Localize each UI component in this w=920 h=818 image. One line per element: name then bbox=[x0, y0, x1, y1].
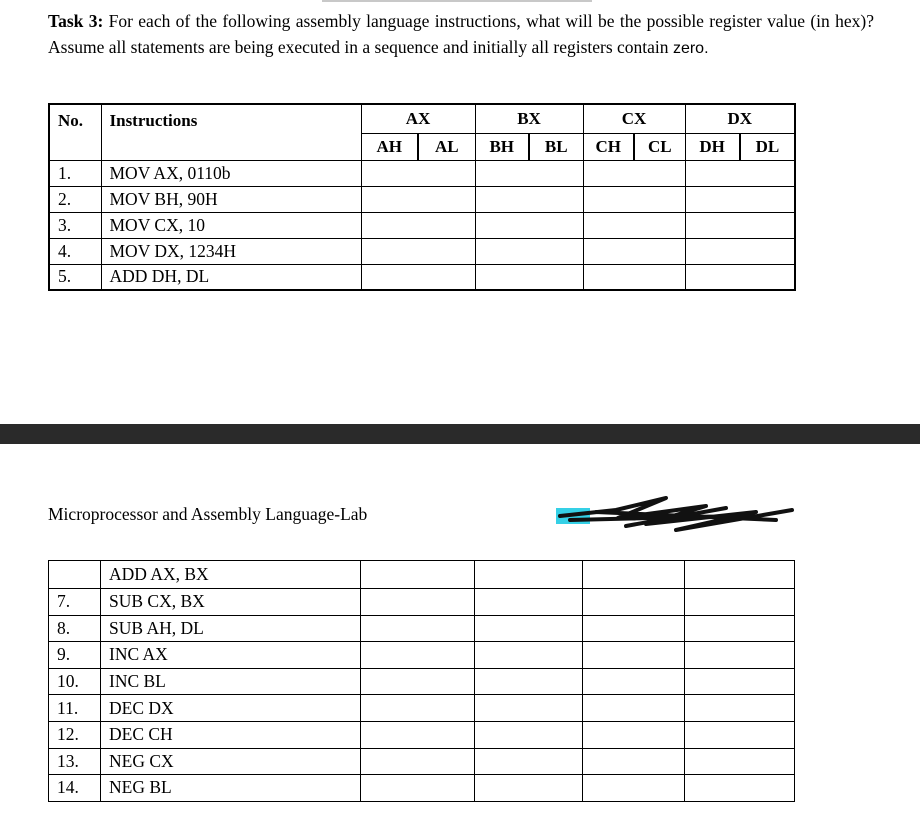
redaction-scribble bbox=[556, 490, 796, 536]
page-break-band bbox=[0, 424, 920, 444]
header-bl: BL bbox=[528, 134, 583, 160]
cell-ax[interactable] bbox=[361, 748, 475, 775]
header-dx: DX bbox=[685, 104, 795, 133]
cell-bx[interactable] bbox=[475, 668, 583, 695]
row-instruction: DEC CH bbox=[101, 721, 361, 748]
cell-dx[interactable] bbox=[685, 775, 795, 802]
cell-bx[interactable] bbox=[475, 775, 583, 802]
cell-dx[interactable] bbox=[685, 212, 795, 238]
table-row bbox=[49, 561, 795, 589]
cell-cx[interactable] bbox=[583, 615, 685, 642]
cell-dx[interactable] bbox=[685, 695, 795, 722]
row-instruction: NEG BL bbox=[101, 775, 361, 802]
cell-cx[interactable] bbox=[583, 721, 685, 748]
register-table-page2 bbox=[48, 560, 795, 802]
cell-ax[interactable] bbox=[361, 589, 475, 616]
row-instruction: NEG CX bbox=[101, 748, 361, 775]
table-row bbox=[49, 186, 795, 212]
cell-cx[interactable] bbox=[583, 238, 685, 264]
table-row bbox=[49, 695, 795, 722]
cell-cx[interactable] bbox=[583, 748, 685, 775]
row-number: 7. bbox=[49, 589, 101, 616]
cell-bx[interactable] bbox=[475, 695, 583, 722]
cell-bx[interactable] bbox=[475, 212, 583, 238]
cell-ax[interactable] bbox=[361, 264, 475, 290]
cell-dx[interactable] bbox=[685, 238, 795, 264]
task-statement bbox=[48, 8, 874, 62]
header-cx-split bbox=[583, 133, 685, 160]
row-instruction: ADD DH, DL bbox=[101, 264, 361, 290]
header-bx-split bbox=[475, 133, 583, 160]
cell-ax[interactable] bbox=[361, 668, 475, 695]
table-row bbox=[49, 721, 795, 748]
row-number bbox=[49, 561, 101, 589]
table-row bbox=[49, 668, 795, 695]
header-dh: DH bbox=[699, 136, 725, 156]
header-cl: CL bbox=[633, 134, 685, 160]
cell-dx[interactable] bbox=[685, 186, 795, 212]
row-instruction: INC BL bbox=[101, 668, 361, 695]
row-instruction: SUB AH, DL bbox=[101, 615, 361, 642]
row-instruction: MOV CX, 10 bbox=[101, 212, 361, 238]
header-ax-split bbox=[361, 133, 475, 160]
table-row bbox=[49, 160, 795, 186]
table-row bbox=[49, 775, 795, 802]
cell-dx[interactable] bbox=[685, 668, 795, 695]
cell-cx[interactable] bbox=[583, 212, 685, 238]
cell-bx[interactable] bbox=[475, 721, 583, 748]
row-number: 14. bbox=[49, 775, 101, 802]
header-dl: DL bbox=[739, 134, 794, 160]
cell-ax[interactable] bbox=[361, 238, 475, 264]
cell-dx[interactable] bbox=[685, 589, 795, 616]
row-instruction: MOV BH, 90H bbox=[101, 186, 361, 212]
cell-cx[interactable] bbox=[583, 264, 685, 290]
cell-ax[interactable] bbox=[361, 695, 475, 722]
header-bh: BH bbox=[489, 136, 515, 156]
cell-bx[interactable] bbox=[475, 642, 583, 669]
table-row bbox=[49, 642, 795, 669]
cell-bx[interactable] bbox=[475, 238, 583, 264]
cell-bx[interactable] bbox=[475, 748, 583, 775]
row-number: 4. bbox=[49, 238, 101, 264]
cell-dx[interactable] bbox=[685, 160, 795, 186]
row-instruction: SUB CX, BX bbox=[101, 589, 361, 616]
cell-dx[interactable] bbox=[685, 264, 795, 290]
header-bx: BX bbox=[475, 104, 583, 133]
table-row bbox=[49, 748, 795, 775]
row-number: 3. bbox=[49, 212, 101, 238]
cell-bx[interactable] bbox=[475, 615, 583, 642]
row-number: 1. bbox=[49, 160, 101, 186]
cell-cx[interactable] bbox=[583, 160, 685, 186]
table-row bbox=[49, 589, 795, 616]
cell-cx[interactable] bbox=[583, 642, 685, 669]
header-al: AL bbox=[417, 134, 475, 160]
cell-ax[interactable] bbox=[361, 186, 475, 212]
task-text: For each of the following assembly language instructions, what will be the possible register value (in hex)? Assume all statements are being executed in a sequence and initially all registers contain bbox=[48, 11, 874, 57]
header-no: No. bbox=[49, 104, 101, 160]
table-row bbox=[49, 264, 795, 290]
cell-ax[interactable] bbox=[361, 642, 475, 669]
cell-ax[interactable] bbox=[361, 561, 475, 589]
cell-ax[interactable] bbox=[361, 775, 475, 802]
row-instruction: MOV DX, 1234H bbox=[101, 238, 361, 264]
header-ch: CH bbox=[595, 136, 621, 156]
row-number: 8. bbox=[49, 615, 101, 642]
register-table-page1 bbox=[48, 103, 796, 291]
cell-cx[interactable] bbox=[583, 561, 685, 589]
row-instruction: MOV AX, 0110b bbox=[101, 160, 361, 186]
header-ah: AH bbox=[376, 136, 402, 156]
header-cx: CX bbox=[583, 104, 685, 133]
cell-ax[interactable] bbox=[361, 160, 475, 186]
cell-dx[interactable] bbox=[685, 615, 795, 642]
header-dx-split bbox=[685, 133, 795, 160]
cell-dx[interactable] bbox=[685, 748, 795, 775]
cell-ax[interactable] bbox=[361, 721, 475, 748]
cell-bx[interactable] bbox=[475, 186, 583, 212]
row-number: 5. bbox=[49, 264, 101, 290]
cell-cx[interactable] bbox=[583, 589, 685, 616]
cell-cx[interactable] bbox=[583, 775, 685, 802]
cell-cx[interactable] bbox=[583, 695, 685, 722]
task-label: Task 3: bbox=[48, 11, 104, 31]
row-number: 10. bbox=[49, 668, 101, 695]
row-number: 2. bbox=[49, 186, 101, 212]
table-row bbox=[49, 238, 795, 264]
table-row bbox=[49, 615, 795, 642]
cell-ax[interactable] bbox=[361, 212, 475, 238]
row-number: 11. bbox=[49, 695, 101, 722]
row-instruction: DEC DX bbox=[101, 695, 361, 722]
cell-bx[interactable] bbox=[475, 264, 583, 290]
cell-bx[interactable] bbox=[475, 160, 583, 186]
table-row bbox=[49, 212, 795, 238]
task-last-word: zero. bbox=[672, 40, 709, 57]
row-instruction: ADD AX, BX bbox=[101, 561, 361, 589]
course-title: Microprocessor and Assembly Language-Lab bbox=[48, 504, 368, 524]
cell-ax[interactable] bbox=[361, 615, 475, 642]
cell-dx[interactable] bbox=[685, 561, 795, 589]
row-instruction: INC AX bbox=[101, 642, 361, 669]
cell-cx[interactable] bbox=[583, 186, 685, 212]
cell-cx[interactable] bbox=[583, 668, 685, 695]
row-number: 12. bbox=[49, 721, 101, 748]
header-ax: AX bbox=[361, 104, 475, 133]
page-top-rule bbox=[322, 0, 592, 2]
header-instructions: Instructions bbox=[101, 104, 361, 160]
cell-bx[interactable] bbox=[475, 561, 583, 589]
cell-bx[interactable] bbox=[475, 589, 583, 616]
cell-dx[interactable] bbox=[685, 642, 795, 669]
row-number: 9. bbox=[49, 642, 101, 669]
row-number: 13. bbox=[49, 748, 101, 775]
cell-dx[interactable] bbox=[685, 721, 795, 748]
